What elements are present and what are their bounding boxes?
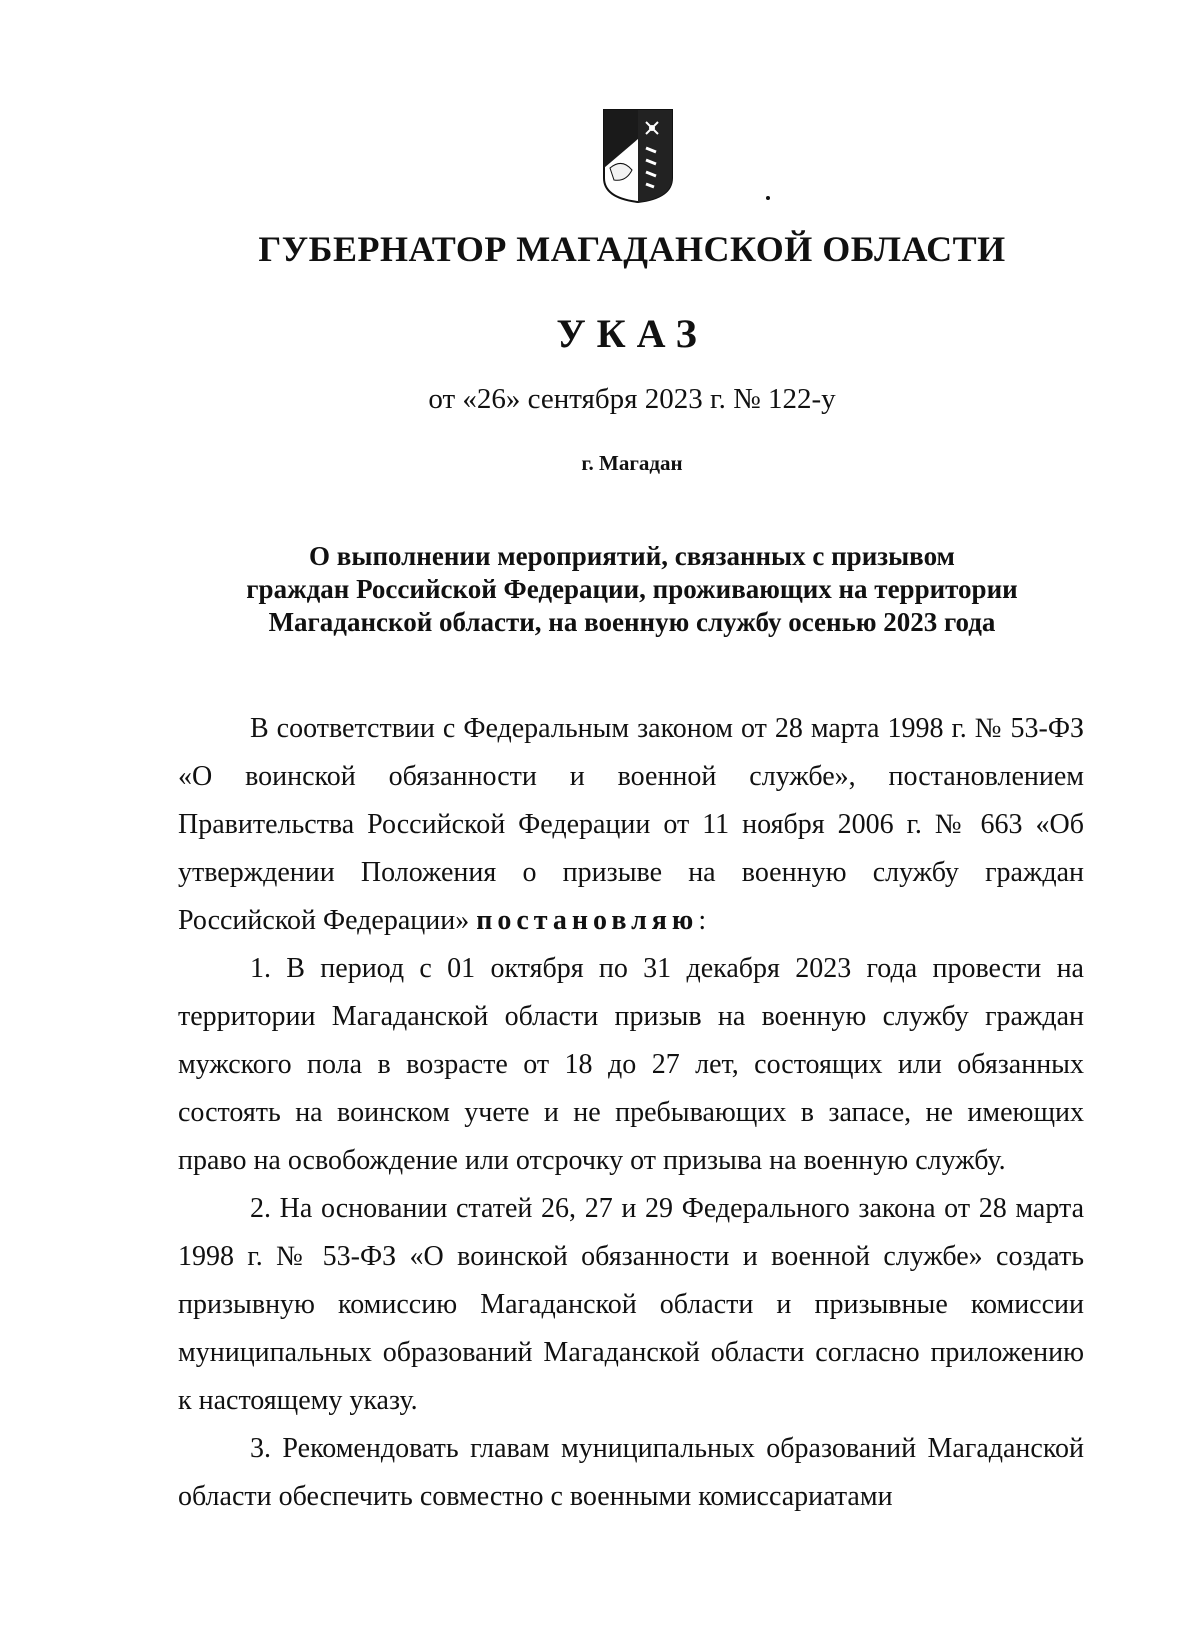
document-type: УКАЗ — [556, 311, 708, 356]
document-date-number: от «26» сентября 2023 г. № 122-у — [428, 383, 836, 415]
decree-word: постановляю — [476, 905, 699, 936]
coat-of-arms-icon — [602, 108, 674, 204]
document-place: г. Магадан — [581, 451, 683, 475]
item-paragraph: 2. На основании статей 26, 27 и 29 Федерального закона от 28 марта 1998 г. № 53-ФЗ «О воинской обязанности и военной службе» создать призывную комиссию Магаданской области и призывные комиссии муниципальных образований Магаданской области согласно приложению к настоящему указу. — [178, 1193, 1084, 1416]
scan-artifact-dot — [766, 196, 770, 200]
title-line: О выполнении мероприятий, связанных с призывом — [309, 541, 955, 571]
document-body — [178, 705, 1084, 1521]
issuing-authority: ГУБЕРНАТОР МАГАДАНСКОЙ ОБЛАСТИ — [258, 229, 1006, 269]
decree-colon: : — [698, 905, 707, 936]
title-line: Магаданской области, на военную службу осенью 2023 года — [268, 607, 996, 637]
preamble-text: В соответствии с Федеральным законом от 28 марта 1998 г. № 53-ФЗ «О воинской обязанности и военной службе», постановлением Правительства Российской Федерации от 11 ноября 2006 г. № 663 «Об утверждении Положения о призыве на военную службу граждан Российской Федерации» — [178, 713, 1084, 936]
item-paragraph: 3. Рекомендовать главам муниципальных образований Магаданской области обеспечить совместно с военными комиссариатами — [178, 1433, 1084, 1512]
title-line: граждан Российской Федерации, проживающих на территории — [246, 574, 1018, 604]
document-title — [180, 540, 1084, 639]
preamble-paragraph — [178, 705, 1084, 945]
item-paragraph: 1. В период с 01 октября по 31 декабря 2023 года провести на территории Магаданской области призыв на военную службу граждан мужского пола в возрасте от 18 до 27 лет, состоящих или обязанных состоять на воинском учете и не пребывающих в запасе, не имеющих право на освобождение или отсрочку от призыва на военную службу. — [178, 953, 1084, 1176]
